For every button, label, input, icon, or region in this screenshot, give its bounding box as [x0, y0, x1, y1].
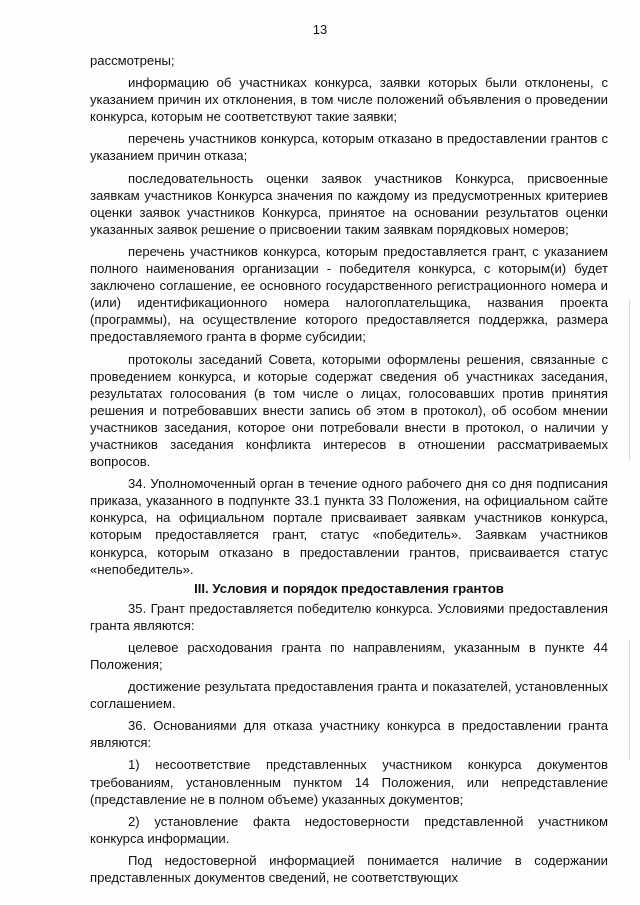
paragraph: 35. Грант предоставляется победителю конкурса. Условиями предоставления гранта являются: [90, 600, 608, 633]
paragraph: Под недостоверной информацией понимается наличие в содержании представленных документов сведений, не соответствующих [90, 852, 608, 886]
paragraph: 2) установление факта недостоверности представленной участником конкурса информации. [90, 813, 608, 846]
scan-edge-line [629, 640, 630, 760]
document-body [90, 52, 608, 886]
scan-edge-line [629, 300, 630, 460]
paragraph: 34. Уполномоченный орган в течение одного рабочего дня со дня подписания приказа, указанного в подпункте 33.1 пункта 33 Положения, на официальном сайте конкурса, на официальном портале присваивает заявкам участников конкурса, которым предоставляется грант, статус «победитель». Заявкам участников конкурса, которым отказано в предоставлении грантов, присваивается статус «непобедитель». [90, 476, 608, 577]
paragraph: 1) несоответствие представленных участником конкурса документов требованиям, установленным пунктом 14 Положения, или непредставление (представление не в полном объеме) указанных документов; [90, 757, 608, 807]
section-heading: III. Условия и порядок предоставления грантов [194, 580, 504, 596]
paragraph: последовательность оценки заявок участников Конкурса, присвоенные заявкам участников Конкурса значения по каждому из предусмотренных критериев оценки заявок участников Конкурса, принятое на основании результатов оценки указанных заявок решение о присвоении таким заявкам порядковых номеров; [90, 170, 608, 237]
page-number: 13 [312, 22, 328, 37]
paragraph: 36. Основаниями для отказа участнику конкурса в предоставлении гранта являются: [90, 718, 608, 751]
paragraph: достижение результата предоставления гранта и показателей, установленных соглашением. [90, 679, 608, 712]
paragraph: информацию об участниках конкурса, заявки которых были отклонены, с указанием причин их отклонения, в том числе положений объявления о проведении конкурса, которым не соответствуют такие заявки; [90, 75, 608, 125]
paragraph: перечень участников конкурса, которым отказано в предоставлении грантов с указанием причин отказа; [90, 131, 608, 164]
paragraph: рассмотрены; [90, 53, 175, 68]
paragraph: целевое расходования гранта по направлениям, указанным в пункте 44 Положения; [90, 639, 608, 672]
paragraph: протоколы заседаний Совета, которыми оформлены решения, связанные с проведением конкурса, и которые содержат сведения об участниках заседания, результатах голосования (в том числе о лицах, голосовавших против принятия решения и потребовавших внести запись об этом в протокол), об особом мнении участников заседания, которое они потребовали внести в протокол, о наличии у участников заседания конфликта интересов в отношении рассматриваемых вопросов. [90, 351, 608, 470]
paragraph: перечень участников конкурса, которым предоставляется грант, с указанием полного наименования организации - победителя конкурса, с которым(и) будет заключено соглашение, ее основного государственного регистрационного номера и (или) идентификационного номера налогоплательщика, названия проекта (программы), на осуществление которого предоставляется поддержка, размера предоставляемого гранта в форме субсидии; [90, 243, 608, 345]
